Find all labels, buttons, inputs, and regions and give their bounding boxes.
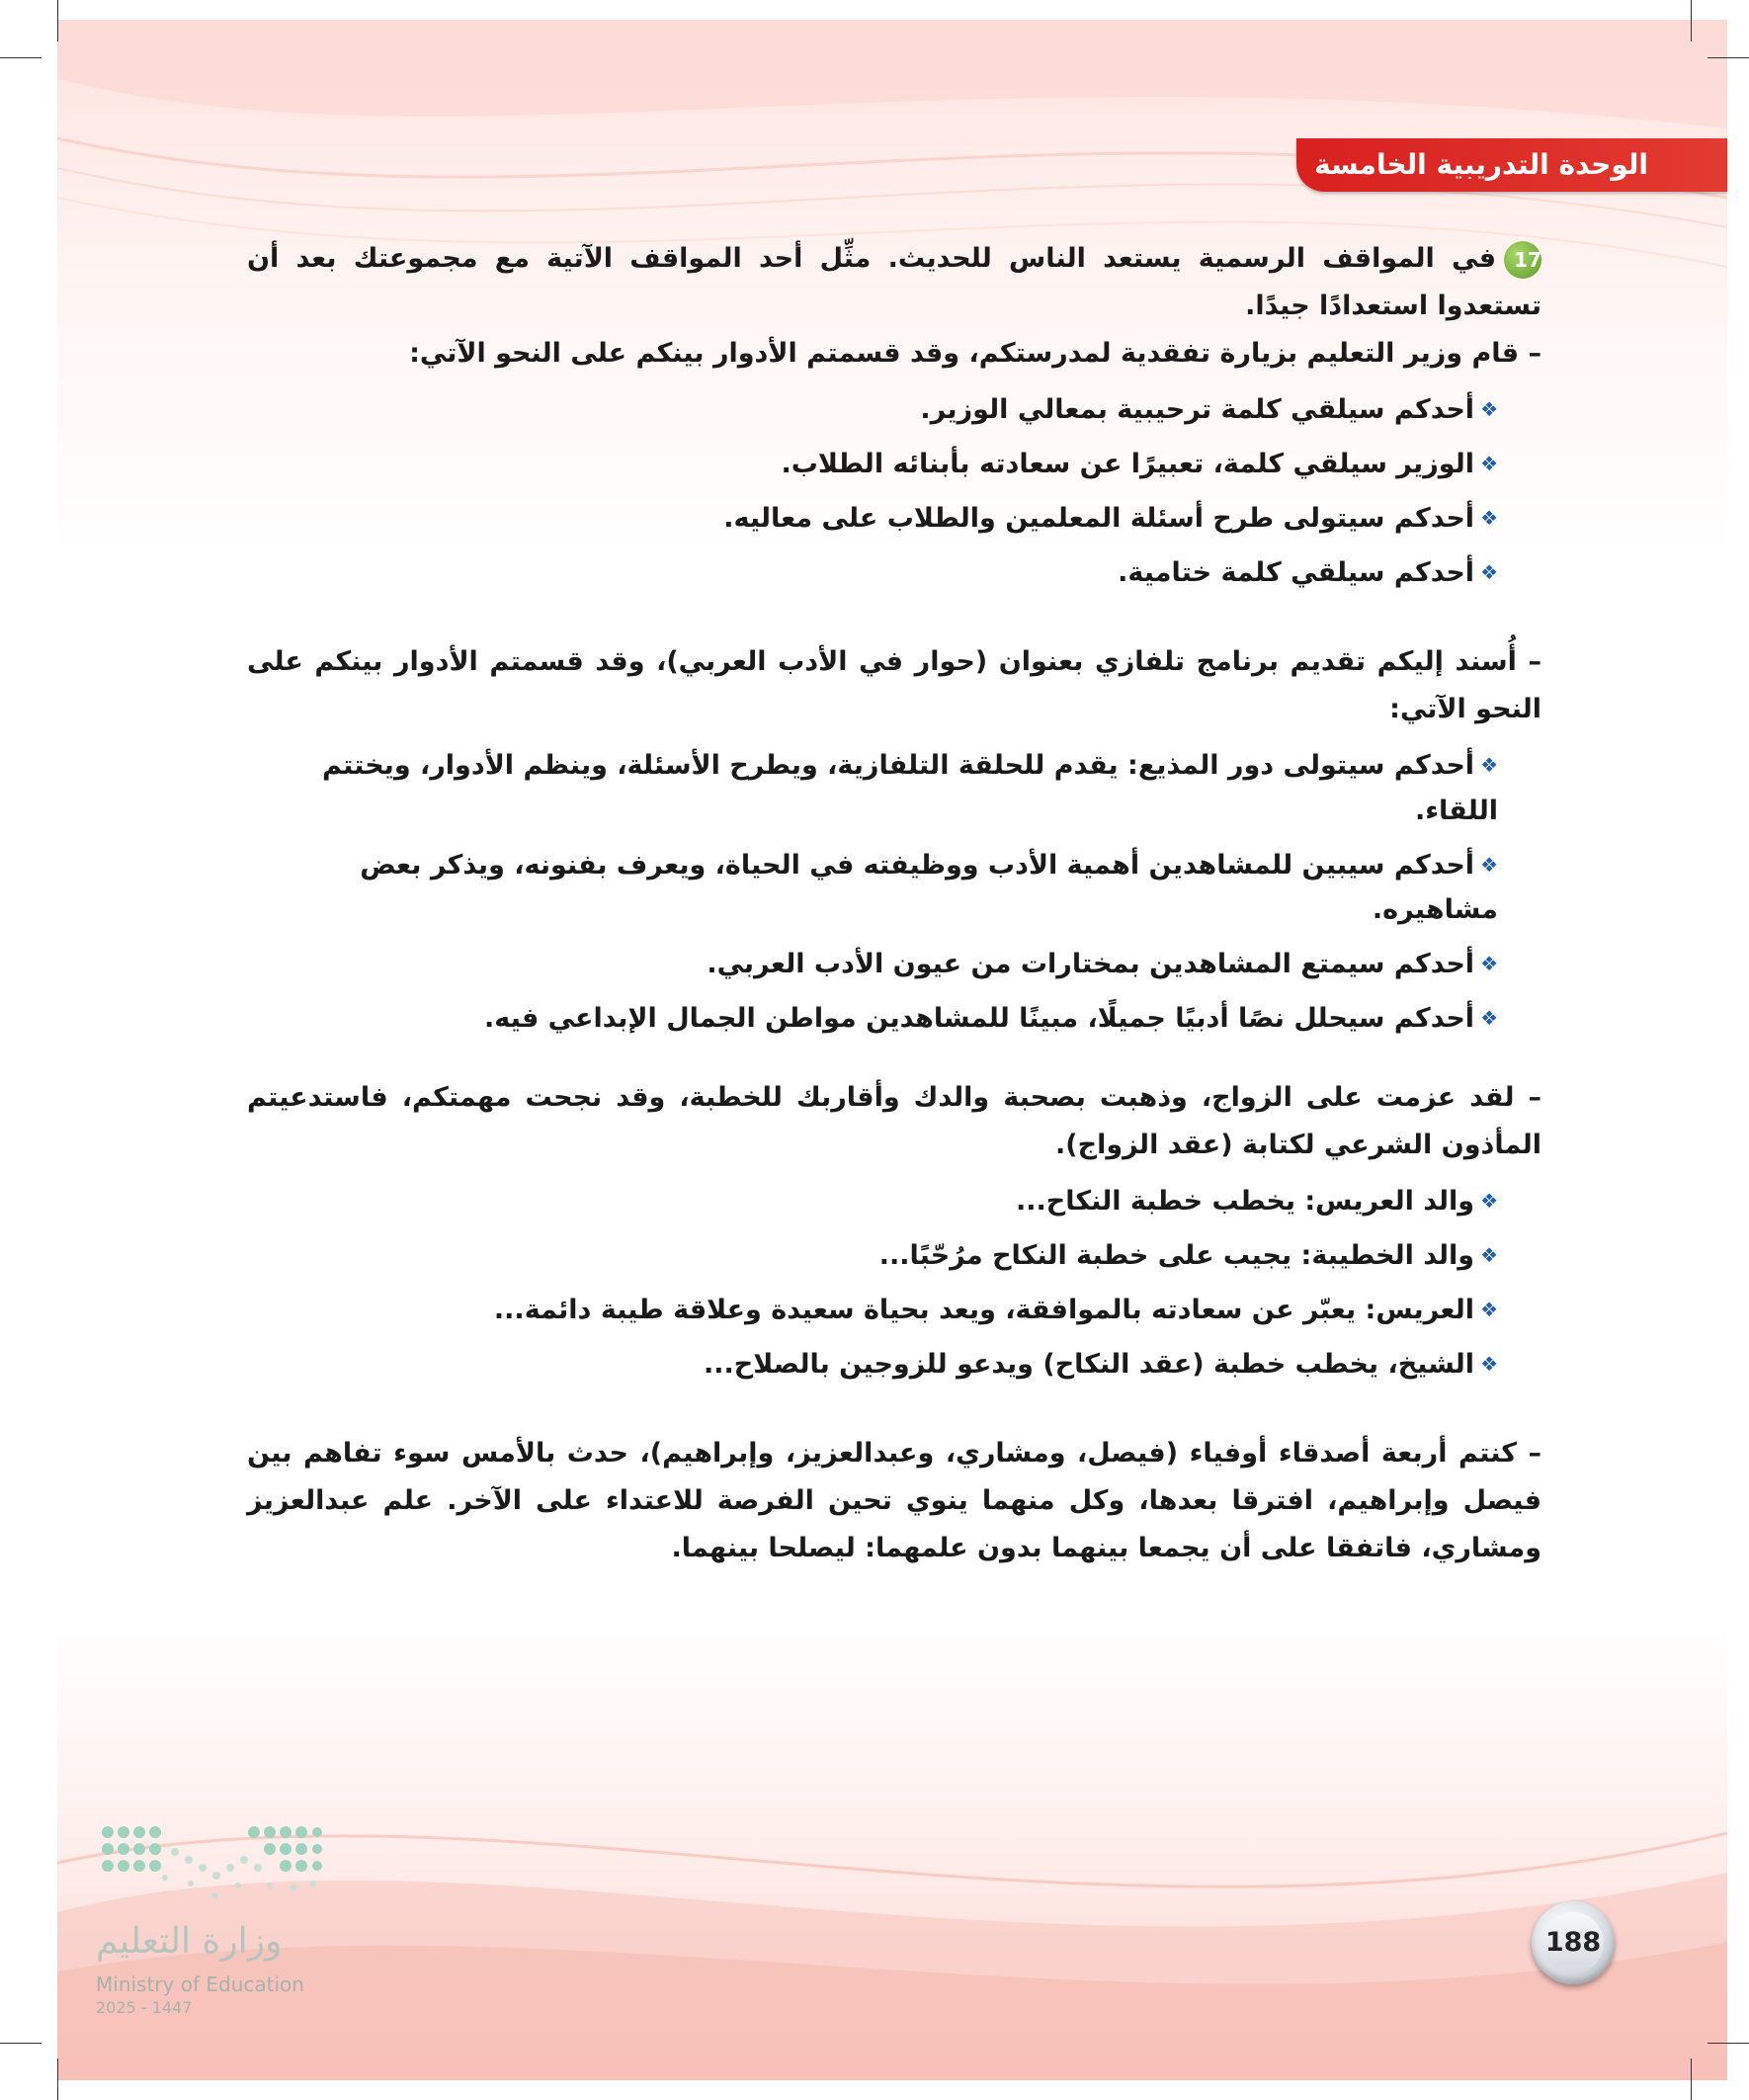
diamond-bullet-icon: ❖ [1480, 852, 1498, 877]
list-item: ❖والد العريس: يخطب خطبة النكاح... [1016, 1186, 1498, 1218]
list-item: ❖أحدكم سيلقي كلمة ختامية. [1118, 556, 1498, 588]
diamond-bullet-icon: ❖ [1480, 505, 1498, 530]
diamond-bullet-icon: ❖ [1480, 452, 1498, 476]
list-item: ❖العريس: يعبّر عن سعادته بالموافقة، ويعد بحياة سعيدة وعلاقة طيبة دائمة... [493, 1295, 1498, 1326]
crop-mark [57, 0, 58, 42]
scenario-text: – أُسند إليكم تقديم برنامج تلفازي بعنوان (حوار في الأدب العربي)، وقد قسمتم الأدوار بينكم على النحو الآتي: [247, 645, 1541, 724]
diamond-bullet-icon: ❖ [1480, 952, 1498, 976]
exercise-content [247, 235, 1541, 1572]
ministry-name-arabic: وزارة التعليم [96, 1921, 283, 1962]
crop-mark [0, 57, 42, 58]
list-item: ❖أحدكم سيبين للمشاهدين أهمية الأدب ووظيفته في الحياة، ويعرف بفنونه، ويذكر بعض مشاهيره. [360, 849, 1498, 926]
page-number-badge [1532, 1901, 1615, 1984]
crop-mark [57, 2058, 58, 2100]
scenario-text: – لقد عزمت على الزواج، وذهبت بصحبة والدك وأقاربك للخطبة، وقد نجحت مهمتكم، فاستدعيتم المأذون الشرعي لكتابة (عقد الزواج). [247, 1082, 1541, 1161]
list-item: ❖أحدكم سيحلل نصًا أدبيًا جميلًا، مبينًا للمشاهدين مواطن الجمال الإبداعي فيه. [483, 1003, 1498, 1035]
question-intro [247, 235, 1541, 330]
ministry-name-english: Ministry of Education [96, 1973, 304, 1996]
diamond-bullet-icon: ❖ [1480, 559, 1498, 584]
crop-mark [1707, 2043, 1749, 2044]
unit-title-tab [1296, 138, 1727, 192]
list-item: ❖أحدكم سيلقي كلمة ترحيبية بمعالي الوزير. [920, 394, 1498, 426]
crop-mark [1691, 0, 1692, 42]
list-item: ❖أحدكم سيمتع المشاهدين بمختارات من عيون الأدب العربي. [707, 949, 1498, 980]
diamond-bullet-icon: ❖ [1480, 1298, 1498, 1322]
scenario-role-list [247, 387, 1541, 596]
scenario-text: – كنتم أربعة أصدقاء أوفياء (فيصل، ومشاري، وعبدالعزيز، وإبراهيم)، حدث بالأمس سوء تفاهم بين فيصل وإبراهيم، افترقا بعدها، وكل منهما ينوي تحين الفرصة للاعتداء على الآخر. علم عبدالعزيز ومشاري، فاتفقا على أن يجمعا بينهما بدون علمهما: ليصلحا بينهما. [247, 1437, 1541, 1563]
crop-mark [1691, 2058, 1692, 2100]
scenario-text: – قام وزير التعليم بزيارة تفقدية لمدرستكم، وقد قسمتم الأدوار بينكم على النحو الآتي: [409, 338, 1541, 370]
list-item: ❖أحدكم سيتولى دور المذيع: يقدم للحلقة التلفازية، ويطرح الأسئلة، وينظم الأدوار، ويختتم اللقاء. [322, 749, 1498, 826]
crop-mark [0, 2043, 42, 2044]
question-intro-text: في المواقف الرسمية يستعد الناس للحديث. مثِّل أحد المواقف الآتية مع مجموعتك بعد أن تستعدوا استعدادًا جيدًا. [247, 243, 1541, 322]
edition-years: 2025 - 1447 [96, 1998, 193, 2017]
diamond-bullet-icon: ❖ [1480, 1243, 1498, 1268]
unit-title: الوحدة التدريبية الخامسة [1314, 148, 1648, 181]
scenario-role-list [247, 1179, 1541, 1387]
diamond-bullet-icon: ❖ [1480, 1189, 1498, 1214]
diamond-bullet-icon: ❖ [1480, 1351, 1498, 1376]
diamond-bullet-icon: ❖ [1480, 1006, 1498, 1031]
diamond-bullet-icon: ❖ [1480, 752, 1498, 777]
list-item: ❖والد الخطيبة: يجيب على خطبة النكاح مرُحّبًا... [878, 1240, 1498, 1272]
list-item: ❖الشيخ، يخطب خطبة (عقد النكاح) ويدعو للزوجين بالصلاح... [704, 1348, 1498, 1380]
scenario-role-list [247, 743, 1541, 1042]
question-number-badge: 17 [1504, 241, 1541, 279]
list-item: ❖الوزير سيلقي كلمة، تعبيرًا عن سعادته بأبنائه الطلاب. [781, 449, 1498, 480]
crop-mark [1707, 57, 1749, 58]
page-number: 188 [1542, 1912, 1604, 1974]
diamond-bullet-icon: ❖ [1480, 397, 1498, 422]
ministry-dots-logo-icon [96, 1822, 323, 1911]
ministry-logo [96, 1822, 333, 2017]
list-item: ❖أحدكم سيتولى طرح أسئلة المعلمين والطلاب على معاليه. [723, 502, 1498, 534]
